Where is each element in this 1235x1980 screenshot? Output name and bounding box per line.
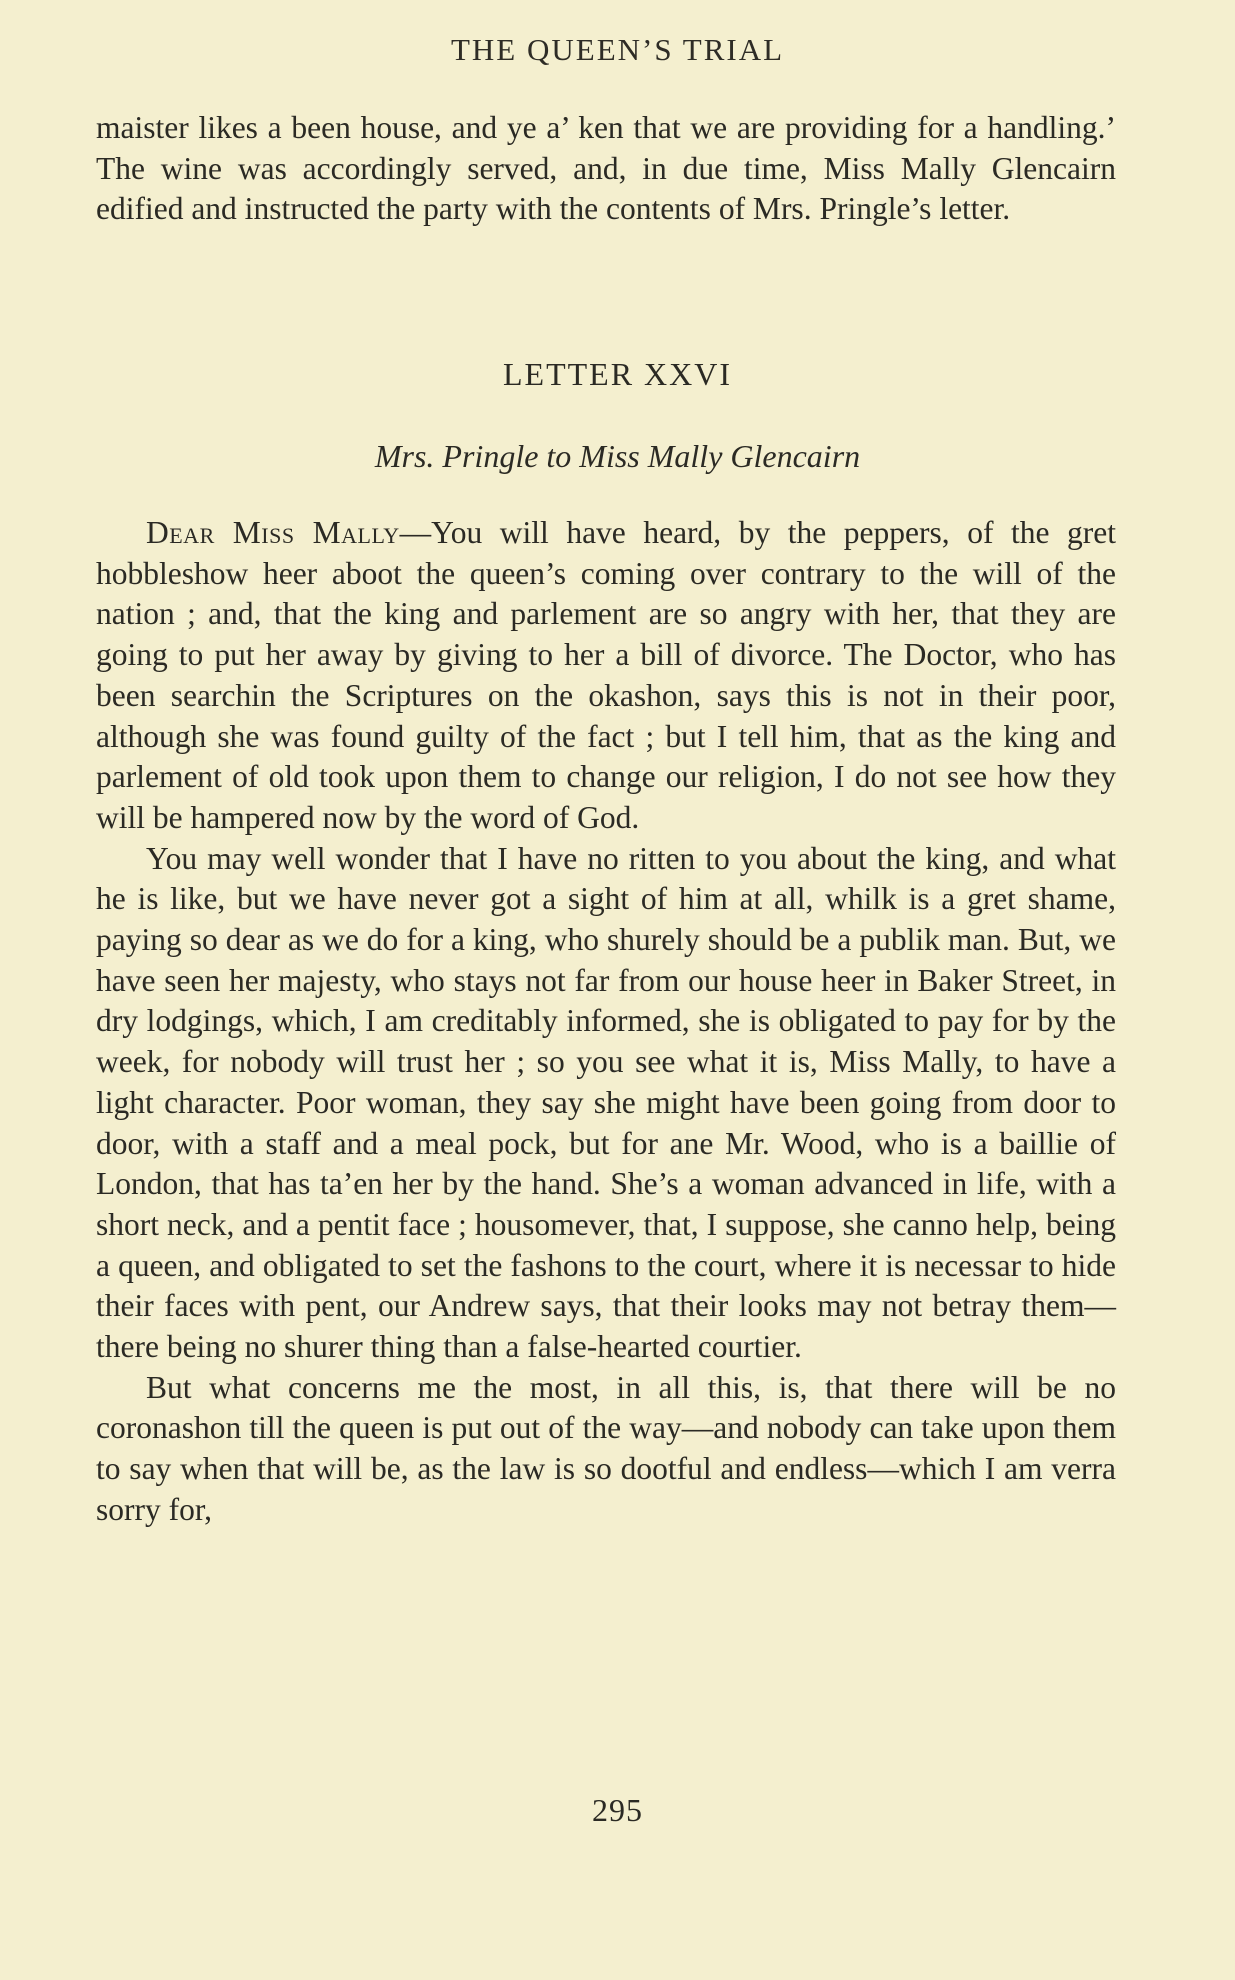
- intro-paragraph: maister likes a been house, and ye a’ ken that we are providing for a handling.’ The wine was accordingly served, and, in due time, Miss Mally Glencairn edified and instructed the party with the contents of Mrs. Pringle’s letter.: [96, 110, 1116, 227]
- letter-paragraph-2: You may well wonder that I have no ritten to you about the king, and what he is like, but we have never got a sight of him at all, whilk is a gret shame, paying so dear as we do for a king, who shurely should be a publik man. But, we have seen her majesty, who stays not far from our house heer in Baker Street, in dry lodgings, which, I am creditably informed, she is obligated to pay for by the week, for nobody will trust her ; so you see what it is, Miss Mally, to have a light character. Poor woman, they say she might have been going from door to door, with a staff and a meal pock, but for ane Mr. Wood, who is a baillie of London, that has ta’en her by the hand. She’s a woman advanced in life, with a short neck, and a pentit face ; housomever, that, I suppose, she canno help, being a queen, and obligated to set the fashons to the court, where it is necessar to hide their faces with pent, our Andrew says, that their looks may not betray them—there being no shurer thing than a false-hearted courtier.: [96, 840, 1116, 1365]
- letter-body: [96, 513, 1116, 1531]
- letter-paragraph-3: But what concerns me the most, in all this, is, that there will be no coronashon till the queen is put out of the way—and nobody can take upon them to say when that will be, as the law is so dootful and endless—which I am verra sorry for,: [96, 1369, 1116, 1527]
- running-head: THE QUEEN’S TRIAL: [450, 32, 785, 67]
- letter-heading: LETTER XXVI: [502, 356, 733, 392]
- intro-paragraph-block: [96, 108, 1116, 230]
- salutation: Dear Miss Mally: [146, 515, 400, 550]
- letter-subheading: Mrs. Pringle to Miss Mally Glencairn: [374, 438, 861, 474]
- letter-paragraph-1-text: —You will have heard, by the peppers, of the gret hobbleshow heer aboot the queen’s coming over contrary to the will of the nation ; and, that the king and parlement are so angry with her, that they are going to put her away by giving to her a bill of divorce. The Doctor, who has been searchin the Scriptures on the okashon, says this is not in their poor, although she was found guilty of the fact ; but I tell him, that as the king and parlement of old took upon them to change our religion, I do not see how they will be hampered now by the word of God.: [96, 515, 1117, 835]
- letter-paragraph-1: [96, 513, 1116, 839]
- page-number: 295: [592, 1792, 643, 1828]
